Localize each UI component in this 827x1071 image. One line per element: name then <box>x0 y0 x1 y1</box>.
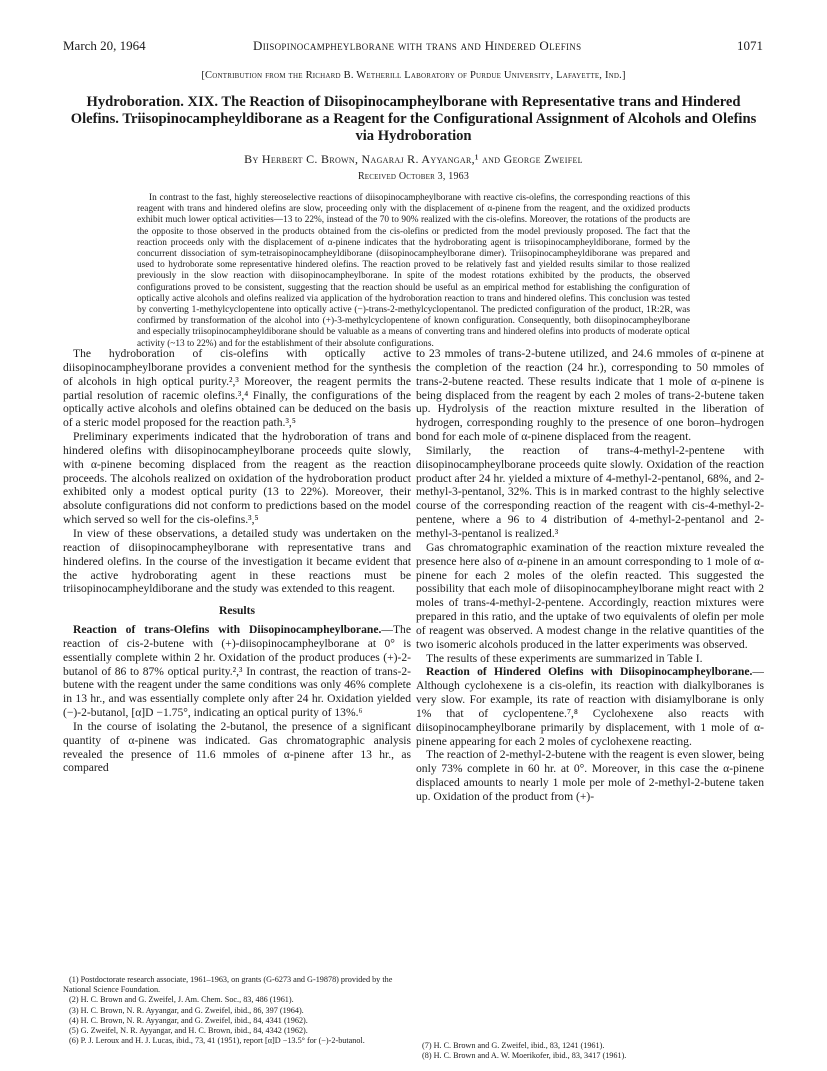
footnotes-right <box>416 1041 764 1061</box>
paragraph <box>416 665 764 748</box>
paragraph: In the course of isolating the 2-butanol, the presence of a significant quantity of α-pinene was indicated. Gas chromatographic analysis revealed the presence of 11.6 mmoles of α-pinene after 13 hr., as compared <box>63 719 411 775</box>
issue-date: March 20, 1964 <box>63 38 146 53</box>
running-head <box>63 38 763 54</box>
footnote: (8) H. C. Brown and A. W. Moerikofer, ibid., 83, 3417 (1961). <box>422 1051 627 1061</box>
paragraph: The results of these experiments are summarized in Table I. <box>426 651 703 665</box>
left-column <box>63 347 411 987</box>
footnotes-left <box>63 975 411 1046</box>
footnote: (5) G. Zweifel, N. R. Ayyangar, and H. C. Brown, ibid., 84, 4342 (1962). <box>69 1026 308 1036</box>
paragraph: Preliminary experiments indicated that the hydroboration of trans and hindered olefins with diisopinocampheylborane proceeds quite slowly, with α-pinene becoming displaced from the reagent as the reaction proceeds. The alcohols realized on oxidation of the hydroboration product exhibited only a modest optical purity (13 to 22%). Moreover, their absolute configurations did not conform to predictions based on the model which served so well for the cis-olefins.³,⁵ <box>63 430 411 527</box>
received-date: Received October 3, 1963 <box>357 171 470 182</box>
paragraph-text: —The reaction of cis-2-butene with (+)-diisopinocampheylborane at 0° is essentially complete within 2 hr. Oxidation of the product produces (+)-2-butanol of 86 to 87% optical purity.²,³ In contrast, the reaction of trans-2-butene with the reagent under the same conditions was only 46% complete in 13 hr., and was essentially complete only after 24 hr. Oxidation yielded (−)-2-butanol, [α]D −1.75°, indicating an optical purity of 13%.⁶ <box>63 623 411 720</box>
footnote: (3) H. C. Brown, N. R. Ayyangar, and G. Zweifel, ibid., 86, 397 (1964). <box>69 1005 304 1015</box>
author-line: By Herbert C. Brown, Nagaraj R. Ayyangar,¹ and George Zweifel <box>244 152 583 166</box>
section-heading-results: Results <box>218 604 256 618</box>
paragraph: Similarly, the reaction of trans-4-methyl-2-pentene with diisopinocampheylborane proceeds quite slowly. Oxidation of the reaction product after 24 hr. yielded a mixture of 4-methyl-2-pentanol, 68%, and 2-methyl-3-pentanol, 32%. This is in marked contrast to the highly selective course of the corresponding reaction of the reagent with cis-4-methyl-2-pentene, where a 96 to 4 distribution of 4-methyl-2-pentanol and 2-methyl-3-pentanol is realized.³ <box>416 443 764 540</box>
footnote: (4) H. C. Brown, N. R. Ayyangar, and G. Zweifel, ibid., 84, 4341 (1962). <box>69 1015 308 1025</box>
page-number: 1071 <box>737 38 763 53</box>
paragraph <box>63 623 411 720</box>
footnote: (7) H. C. Brown and G. Zweifel, ibid., 83, 1241 (1961). <box>422 1041 605 1050</box>
article-title: Hydroboration. XIX. The Reaction of Diisopinocampheylborane with Representative trans and Hindered Olefins. Triisopinocampheyldiborane as a Reagent for the Configurational Assignment of Alcohols and Olefins via Hydroboration <box>70 94 757 144</box>
run-in-heading: Reaction of Hindered Olefins with Diisopinocampheylborane. <box>426 665 753 679</box>
paragraph: The hydroboration of cis-olefins with optically active diisopinocampheylborane provides a convenient method for the synthesis of alcohols in high optical purity.²,³ Moreover, the reagent permits the partial resolution of racemic olefins.³,⁴ Finally, the configurations of the optically active alcohols and olefins obtained can be deduced on the basis of a steric model proposed for the reaction path.³,⁵ <box>63 347 411 430</box>
paragraph: to 23 mmoles of trans-2-butene utilized, and 24.6 mmoles of α-pinene at the completion of the reaction (24 hr.), corresponding to 50 mmoles of trans-2-butene reacted. These results indicate that 1 mole of α-pinene is being displaced from the reagent by each 2 moles of trans-2-butene taken up. Hydrolysis of the reaction mixture resulted in the liberation of hydrogen, corresponding roughly to the presence of one boron–hydrogen bond for each mole of α-pinene displaced from the reagent. <box>416 347 764 444</box>
footnote: (6) P. J. Leroux and H. J. Lucas, ibid., 73, 41 (1951), report [α]D −13.5° for (−)-2-butanol. <box>69 1036 365 1046</box>
paragraph: In view of these observations, a detailed study was undertaken on the reaction of diisopinocampheylborane with representative trans and hindered olefins. In the course of the investigation it became evident that the active hydroborating agent in these reactions must be triisopinocampheyldiborane and the study was extended to this reagent. <box>63 526 411 596</box>
right-column <box>416 347 764 987</box>
running-title: Diisopinocampheylborane with trans and Hindered Olefins <box>253 38 582 53</box>
footnote: (1) Postdoctorate research associate, 1961–1963, on grants (G-6273 and G-19878) provided by the National Science Foundation. <box>63 975 393 995</box>
paragraph: Gas chromatographic examination of the reaction mixture revealed the presence here also of α-pinene in an amount corresponding to 1 mole of α-pinene for each 2 moles of the olefin reacted. This suggested the possibility that each mole of diisopinocampheylborane might react with 2 moles of trans-4-methyl-2-pentene. Accordingly, reaction mixtures were prepared in this ratio, and the uptake of two equivalents of olefin per mole of reagent was observed. A modest change in the relative quantities of the two isomeric alcohols produced in the latter experiments was observed. <box>416 540 764 651</box>
footnote: (2) H. C. Brown and G. Zweifel, J. Am. Chem. Soc., 83, 486 (1961). <box>69 995 294 1005</box>
abstract: In contrast to the fast, highly stereoselective reactions of diisopinocampheylborane with reactive cis-olefins, the corresponding reactions of this reagent with trans and hindered olefins are slow, proceeding only with the displacement of α-pinene from the reagent, and the oxidized products exhibit much lower optical activities—13 to 22%, instead of the 70 to 90% realized with the cis-olefins. Moreover, the rotations of the products are the opposite to those observed in the products obtained from the cis-olefins or predicted from the model previously proposed. The fact that the reaction proceeds only with the displacement of α-pinene indicates that the hydroborating agent is triisopinocampheyldiborane, formed by the concurrent dissociation of sym-tetraisopinocampheyldiborane (diisopinocampheylborane dimer). Triisopinocampheyldiborane was prepared and used to hydroborate some representative hindered olefins. The reaction proved to be relatively fast and yielded results similar to those realized previously in the slow reaction with diisopinocampheylborane. In spite of the modest rotations exhibited by the products, the observed configurations proved to be consistent, suggesting that the reaction should be useful as an empirical method for establishing the configuration of optically active alcohols and olefins realized via application of the hydroboration reaction to trans and hindered olefins. This conclusion was tested by converting 1-methylcyclopentene into optically active (−)-trans-2-methylcyclopentanol. The predicted configuration of the product, 1R:2R, was confirmed by transformation of the alcohol into (+)-3-methylcyclopentene of known configuration. Consequently, both diisopinocampheylborane and especially triisopinocampheyldiborane should be valuable as a means of converting trans and hindered olefins into products of moderate optical activity (~13 to 22%) and for the establishment of their absolute configurations. <box>137 193 690 349</box>
contribution-line: [Contribution from the Richard B. Wetherill Laboratory of Purdue University, Lafayette, Ind.] <box>201 70 626 81</box>
paragraph-text: —Although cyclohexene is a cis-olefin, its reaction with dialkylboranes is very slow. For example, its rate of reaction with disiamylborane is only 1% that of cyclopentene.⁷,⁸ Cyclohexene also reacts with diisopinocampheylborane primarily by displacement, with 1 mole of α-pinene appearing for each 2 moles of cyclohexene reacting. <box>416 665 764 748</box>
run-in-heading: Reaction of trans-Olefins with Diisopinocampheylborane. <box>73 623 382 637</box>
paragraph: The reaction of 2-methyl-2-butene with the reagent is even slower, being only 73% complete in 60 hr. at 0°. Moreover, in this case the α-pinene displaced amounts to nearly 1 mole per mole of 2-methyl-2-butene taken up. Oxidation of the product from (+)- <box>416 748 764 803</box>
